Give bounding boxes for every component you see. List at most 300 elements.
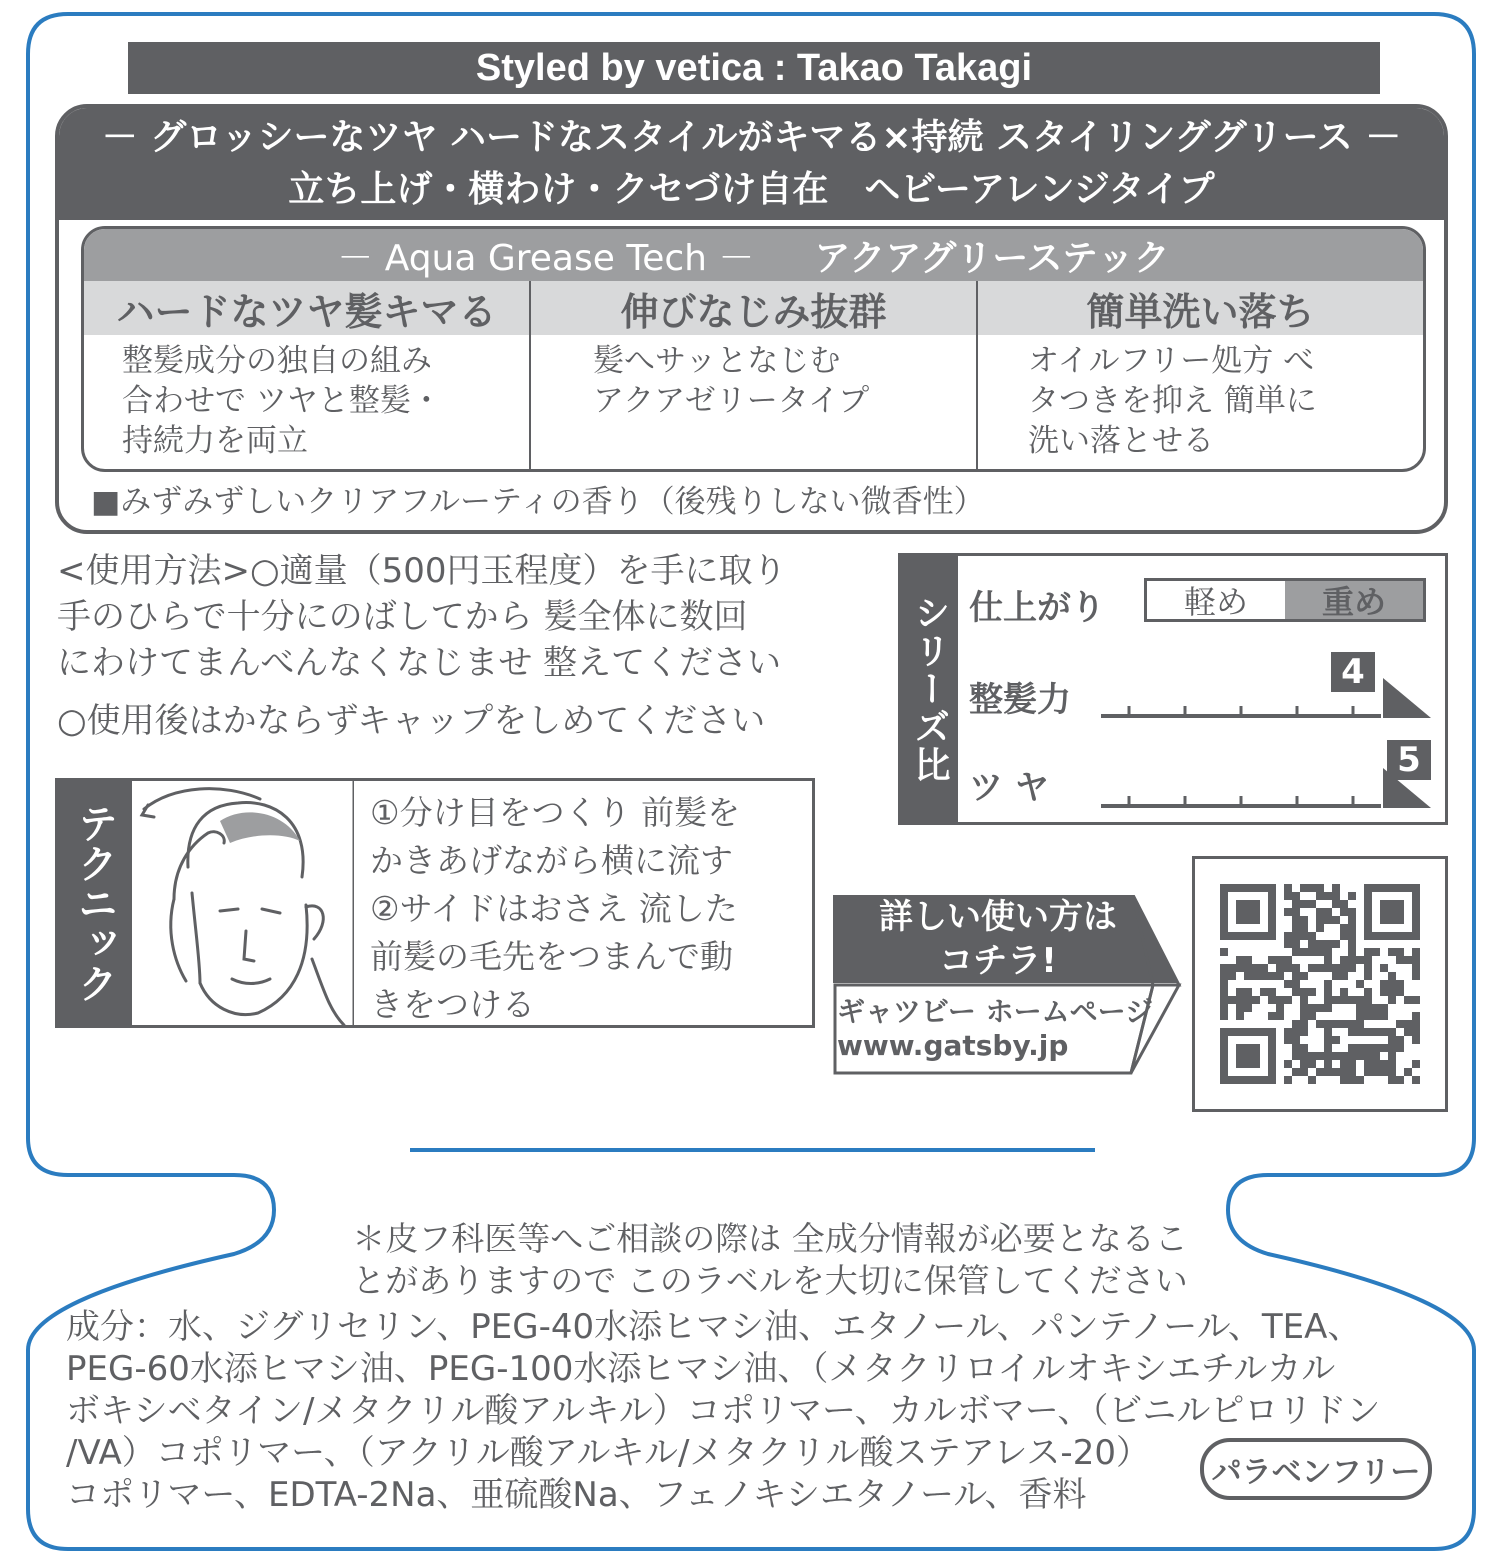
- qr-module: [1348, 1044, 1356, 1052]
- qr-module: [1396, 956, 1404, 964]
- qr-module: [1340, 956, 1348, 964]
- qr-module: [1284, 908, 1292, 916]
- qr-module: [1412, 1020, 1420, 1028]
- dermatology-notice: [310, 1218, 1230, 1302]
- qr-module: [1380, 1004, 1388, 1012]
- qr-module: [1308, 932, 1316, 940]
- qr-module: [1348, 932, 1356, 940]
- qr-module: [1220, 948, 1228, 956]
- qr-module: [1292, 908, 1300, 916]
- qr-module: [1388, 1028, 1396, 1036]
- qr-module: [1332, 972, 1340, 980]
- qr-module: [1412, 1012, 1420, 1020]
- qr-module: [1284, 1060, 1292, 1068]
- link-details: [837, 995, 1157, 1063]
- qr-module: [1340, 1020, 1348, 1028]
- qr-module: [1292, 964, 1300, 972]
- qr-module: [1396, 988, 1404, 996]
- qr-module: [1316, 892, 1324, 900]
- qr-module: [1412, 1076, 1420, 1084]
- qr-module: [1260, 964, 1268, 972]
- qr-module: [1300, 948, 1308, 956]
- feature-column: [978, 281, 1423, 471]
- qr-module: [1260, 988, 1268, 996]
- qr-module: [1300, 924, 1308, 932]
- product-feature-card: [55, 104, 1448, 534]
- qr-module: [1348, 1052, 1356, 1060]
- qr-module: [1364, 948, 1372, 956]
- qr-module: [1324, 948, 1332, 956]
- qr-module: [1348, 924, 1356, 932]
- qr-module: [1244, 988, 1252, 996]
- qr-module: [1220, 964, 1228, 972]
- technique-line: ②サイドはおさえ 流した: [370, 889, 738, 928]
- technique-line: かきあげながら横に流す: [370, 841, 733, 880]
- shine-level-badge: 5: [1387, 740, 1431, 780]
- qr-module: [1300, 988, 1308, 996]
- qr-module: [1252, 972, 1260, 980]
- hold-scale: [1101, 678, 1436, 720]
- qr-module: [1348, 1068, 1356, 1076]
- qr-module: [1308, 884, 1316, 892]
- qr-module: [1324, 988, 1332, 996]
- qr-module: [1372, 1052, 1380, 1060]
- qr-module: [1236, 1012, 1244, 1020]
- qr-module: [1332, 940, 1340, 948]
- qr-module: [1380, 980, 1388, 988]
- qr-module: [1388, 1076, 1396, 1084]
- qr-module: [1396, 1020, 1404, 1028]
- qr-module: [1332, 884, 1340, 892]
- qr-module: [1308, 948, 1316, 956]
- qr-module: [1308, 1060, 1316, 1068]
- feature-line: アクアゼリータイプ: [593, 383, 870, 419]
- qr-module: [1324, 956, 1332, 964]
- qr-module: [1292, 988, 1300, 996]
- qr-module: [1300, 932, 1308, 940]
- qr-module: [1340, 988, 1348, 996]
- qr-module: [1236, 988, 1244, 996]
- qr-module: [1388, 1044, 1396, 1052]
- qr-module: [1396, 1036, 1404, 1044]
- qr-module: [1284, 980, 1292, 988]
- feature-line: 持続力を両立: [122, 423, 308, 459]
- qr-module: [1356, 1004, 1364, 1012]
- qr-module: [1292, 1020, 1300, 1028]
- qr-module: [1236, 1004, 1244, 1012]
- qr-module: [1356, 1012, 1364, 1020]
- qr-module: [1324, 1044, 1332, 1052]
- feature-line: オイルフリー処方 べ: [1028, 343, 1315, 379]
- qr-module: [1412, 964, 1420, 972]
- qr-module: [1220, 1012, 1228, 1020]
- qr-module: [1348, 1076, 1356, 1084]
- qr-module: [1348, 948, 1356, 956]
- qr-module: [1292, 916, 1300, 924]
- qr-module: [1372, 1060, 1380, 1068]
- qr-module: [1356, 1044, 1364, 1052]
- finish-label: 仕上がり: [969, 588, 1105, 628]
- qr-module: [1228, 972, 1236, 980]
- ingredients-line: PEG-60水添ヒマシ油、PEG-100水添ヒマシ油、（メタクリロイルオキシエチルカル: [66, 1349, 1336, 1389]
- qr-module: [1292, 940, 1300, 948]
- qr-code[interactable]: [1195, 859, 1445, 1109]
- qr-module: [1388, 1052, 1396, 1060]
- qr-module: [1300, 1004, 1308, 1012]
- feature-line: 髪へサッとなじむ: [593, 343, 841, 379]
- qr-module: [1332, 996, 1340, 1004]
- qr-module: [1404, 1028, 1412, 1036]
- qr-module: [1348, 908, 1356, 916]
- qr-module: [1316, 924, 1324, 932]
- qr-module: [1292, 892, 1300, 900]
- feature-description: [978, 335, 1423, 461]
- shine-label: ツ ヤ: [969, 768, 1049, 808]
- qr-module: [1308, 1052, 1316, 1060]
- technique-line: きをつける: [370, 985, 535, 1024]
- ingredients-line: コポリマー、EDTA-2Na、亜硫酸Na、フェノキシエタノール、香料: [66, 1475, 1087, 1515]
- qr-module: [1316, 1004, 1324, 1012]
- qr-module: [1364, 972, 1372, 980]
- feature-table: [81, 226, 1426, 472]
- feature-line: 合わせで ツヤと整髪・: [122, 383, 442, 419]
- qr-module: [1356, 956, 1364, 964]
- qr-module: [1220, 996, 1228, 1004]
- qr-module: [1324, 1028, 1332, 1036]
- qr-module: [1324, 1036, 1332, 1044]
- qr-module: [1412, 956, 1420, 964]
- qr-module: [1236, 964, 1244, 972]
- qr-module: [1324, 1004, 1332, 1012]
- qr-module: [1268, 1012, 1276, 1020]
- finish-light-option: 軽め: [1183, 583, 1248, 621]
- link-heading-line-1: 詳しい使い方は: [879, 897, 1117, 937]
- qr-module: [1236, 1044, 1260, 1068]
- qr-module: [1284, 996, 1292, 1004]
- qr-module: [1276, 964, 1284, 972]
- qr-module: [1268, 988, 1276, 996]
- qr-module: [1244, 1004, 1252, 1012]
- qr-module: [1380, 1068, 1388, 1076]
- qr-module: [1220, 980, 1228, 988]
- qr-module: [1220, 1004, 1228, 1012]
- qr-module: [1244, 956, 1252, 964]
- qr-module: [1316, 1020, 1324, 1028]
- feature-line: 整髪成分の独自の組み: [122, 343, 432, 379]
- qr-module: [1340, 908, 1348, 916]
- qr-module: [1380, 1012, 1388, 1020]
- qr-module: [1388, 948, 1396, 956]
- site-url[interactable]: www.gatsby.jp: [837, 1029, 1069, 1062]
- usage-instructions: [57, 548, 877, 744]
- qr-module: [1332, 1036, 1340, 1044]
- qr-module: [1348, 1028, 1356, 1036]
- hold-label: 整髪力: [969, 680, 1071, 720]
- qr-module: [1372, 948, 1380, 956]
- qr-module: [1236, 956, 1244, 964]
- qr-module: [1348, 956, 1356, 964]
- qr-module: [1284, 1028, 1292, 1036]
- qr-module: [1220, 972, 1228, 980]
- qr-module: [1316, 964, 1324, 972]
- qr-module: [1364, 1028, 1372, 1036]
- qr-module: [1356, 996, 1364, 1004]
- qr-module: [1412, 1028, 1420, 1036]
- qr-module: [1356, 1028, 1364, 1036]
- usage-line: にわけてまんべんなくなじませ 整えてください: [57, 643, 782, 683]
- qr-module: [1300, 1044, 1308, 1052]
- qr-module: [1244, 964, 1252, 972]
- qr-module: [1324, 916, 1332, 924]
- qr-module: [1364, 988, 1372, 996]
- qr-module: [1388, 996, 1396, 1004]
- qr-module: [1276, 956, 1284, 964]
- qr-module: [1244, 972, 1252, 980]
- tagline-line-1: － グロッシーなツヤ ハードなスタイルがキマる×持続 スタイリンググリース －: [101, 117, 1402, 158]
- qr-module: [1268, 996, 1276, 1004]
- qr-module: [1396, 1076, 1404, 1084]
- product-name-en: － Aqua Grease Tech －: [337, 237, 755, 279]
- qr-module: [1380, 900, 1404, 924]
- feature-title: 伸びなじみ抜群: [531, 281, 976, 335]
- qr-module: [1388, 980, 1396, 988]
- technique-line: 前髪の毛先をつまんで動: [370, 937, 733, 976]
- qr-module: [1332, 916, 1340, 924]
- qr-module: [1236, 996, 1244, 1004]
- qr-module: [1324, 1052, 1332, 1060]
- qr-module: [1324, 908, 1332, 916]
- qr-module: [1340, 932, 1348, 940]
- qr-module: [1372, 1004, 1380, 1012]
- qr-module: [1380, 1044, 1388, 1052]
- qr-module: [1364, 956, 1372, 964]
- qr-module: [1292, 1044, 1300, 1052]
- ingredients-line: ボキシベタイン/メタクリル酸アルキル）コポリマー、カルボマー、（ビニルピロリドン: [66, 1391, 1381, 1431]
- qr-module: [1228, 996, 1236, 1004]
- qr-module: [1372, 1012, 1380, 1020]
- qr-module: [1380, 988, 1388, 996]
- qr-module: [1276, 972, 1284, 980]
- qr-module: [1404, 996, 1412, 1004]
- qr-module: [1412, 1036, 1420, 1044]
- qr-module: [1284, 884, 1292, 892]
- link-heading-line-2: コチラ!: [939, 941, 1057, 981]
- qr-module: [1316, 948, 1324, 956]
- qr-module: [1404, 1068, 1412, 1076]
- qr-module: [1348, 996, 1356, 1004]
- qr-module: [1396, 980, 1404, 988]
- qr-module: [1300, 884, 1308, 892]
- qr-module: [1316, 1068, 1324, 1076]
- qr-module: [1396, 1044, 1404, 1052]
- qr-module: [1364, 964, 1372, 972]
- qr-module: [1308, 1076, 1316, 1084]
- stylist-credit-banner: Styled by vetica : Takao Takagi: [128, 42, 1380, 94]
- ingredients-line: /VA）コポリマー、（アクリル酸アルキル/メタクリル酸ステアレス-20）: [66, 1433, 1150, 1473]
- qr-module: [1412, 972, 1420, 980]
- qr-module: [1284, 892, 1292, 900]
- qr-module: [1388, 1036, 1396, 1044]
- qr-module: [1324, 964, 1332, 972]
- website-link-panel[interactable]: [833, 895, 1183, 1077]
- scent-note: ■みずみずしいクリアフルーティの香り（後残りしない微香性）: [91, 484, 985, 520]
- qr-module: [1340, 1068, 1348, 1076]
- qr-module: [1348, 940, 1356, 948]
- usage-line: <使用方法>○適量（500円玉程度）を手に取り: [57, 551, 787, 591]
- qr-module: [1348, 1060, 1356, 1068]
- qr-module: [1284, 956, 1292, 964]
- qr-module: [1236, 900, 1260, 924]
- qr-module: [1324, 1020, 1332, 1028]
- qr-module: [1332, 892, 1340, 900]
- qr-module: [1300, 996, 1308, 1004]
- technique-panel: [55, 778, 815, 1028]
- qr-module: [1316, 884, 1324, 892]
- qr-module: [1308, 1004, 1316, 1012]
- qr-module: [1252, 996, 1260, 1004]
- qr-module: [1412, 948, 1420, 956]
- qr-module: [1340, 1076, 1348, 1084]
- qr-module: [1332, 900, 1340, 908]
- qr-module: [1284, 964, 1292, 972]
- qr-module: [1300, 1020, 1308, 1028]
- tagline-header: [59, 108, 1444, 220]
- notice-line: とがありますので このラベルを大切に保管してください: [352, 1261, 1188, 1300]
- qr-module: [1284, 940, 1292, 948]
- qr-module: [1276, 996, 1284, 1004]
- qr-module: [1292, 924, 1300, 932]
- qr-module: [1300, 972, 1308, 980]
- qr-module: [1308, 964, 1316, 972]
- technique-tab: テクニック: [58, 781, 132, 1025]
- styling-illustration: [134, 781, 354, 1025]
- hold-level-badge: 4: [1331, 652, 1375, 692]
- qr-module: [1220, 988, 1228, 996]
- shine-scale: [1101, 768, 1436, 810]
- after-use-note: ○使用後はかならずキャップをしめてください: [57, 701, 766, 741]
- feature-title: 簡単洗い落ち: [978, 281, 1423, 335]
- qr-module: [1308, 900, 1316, 908]
- qr-module: [1356, 1052, 1364, 1060]
- qr-module: [1340, 972, 1348, 980]
- qr-module: [1300, 1028, 1308, 1036]
- usage-line: 手のひらで十分にのばしてから 髪全体に数回: [57, 597, 748, 637]
- qr-module: [1396, 948, 1404, 956]
- qr-module: [1340, 1052, 1348, 1060]
- qr-module: [1324, 892, 1332, 900]
- qr-module: [1324, 980, 1332, 988]
- feature-description: [84, 335, 529, 461]
- qr-module: [1284, 1036, 1292, 1044]
- qr-module: [1364, 1012, 1372, 1020]
- qr-module: [1388, 988, 1396, 996]
- qr-module: [1292, 900, 1300, 908]
- qr-module: [1300, 916, 1308, 924]
- qr-module: [1404, 1020, 1412, 1028]
- finish-scale: [1144, 578, 1426, 622]
- qr-module: [1300, 1012, 1308, 1020]
- feature-column: [84, 281, 531, 471]
- qr-module: [1388, 1060, 1396, 1068]
- qr-module: [1324, 940, 1332, 948]
- qr-module: [1340, 1060, 1348, 1068]
- qr-module: [1316, 908, 1324, 916]
- series-tab: シリーズ比: [901, 556, 958, 822]
- qr-module: [1380, 1060, 1388, 1068]
- qr-module: [1292, 932, 1300, 940]
- feature-column: [531, 281, 978, 471]
- qr-module: [1388, 1068, 1396, 1076]
- technique-line: ①分け目をつくり 前髪を: [370, 793, 741, 832]
- qr-module: [1324, 996, 1332, 1004]
- qr-module: [1292, 972, 1300, 980]
- feature-description: [531, 335, 976, 421]
- qr-module: [1252, 964, 1260, 972]
- qr-module: [1228, 964, 1236, 972]
- qr-module: [1244, 996, 1252, 1004]
- qr-module: [1412, 996, 1420, 1004]
- qr-module: [1300, 1052, 1308, 1060]
- technique-steps: [370, 789, 810, 1029]
- site-name: ギャツビー ホームページ: [837, 995, 1154, 1028]
- qr-module: [1268, 972, 1276, 980]
- series-comparison: [898, 553, 1448, 825]
- qr-module: [1268, 956, 1276, 964]
- qr-module: [1332, 1020, 1340, 1028]
- qr-module: [1260, 972, 1268, 980]
- qr-module: [1316, 940, 1324, 948]
- qr-module: [1348, 892, 1356, 900]
- qr-module: [1308, 940, 1316, 948]
- qr-module: [1300, 900, 1308, 908]
- qr-module: [1372, 1044, 1380, 1052]
- feature-line: タつきを抑え 簡単に: [1028, 383, 1317, 419]
- qr-module: [1356, 1076, 1364, 1084]
- qr-module: [1308, 1012, 1316, 1020]
- finish-heavy-option: 重め: [1285, 581, 1423, 619]
- ingredients-line: 成分：水、ジグリセリン、PEG-40水添ヒマシ油、エタノール、パンテノール、TEA、: [66, 1307, 1362, 1347]
- qr-module: [1364, 996, 1372, 1004]
- qr-module: [1324, 1068, 1332, 1076]
- qr-module: [1340, 900, 1348, 908]
- qr-module: [1356, 1020, 1364, 1028]
- qr-module: [1364, 1060, 1372, 1068]
- qr-code-box[interactable]: [1192, 856, 1448, 1112]
- product-name-header: [84, 229, 1423, 281]
- notice-line: ＊皮フ科医等へご相談の際は 全成分情報が必要となるこ: [352, 1219, 1188, 1258]
- qr-module: [1364, 1068, 1372, 1076]
- qr-module: [1364, 1044, 1372, 1052]
- paraben-free-badge: パラベンフリー: [1200, 1438, 1432, 1500]
- qr-module: [1292, 948, 1300, 956]
- qr-module: [1332, 1052, 1340, 1060]
- link-heading: [833, 895, 1163, 987]
- qr-module: [1292, 1068, 1300, 1076]
- qr-module: [1380, 1028, 1388, 1036]
- qr-module: [1316, 916, 1324, 924]
- qr-module: [1404, 956, 1412, 964]
- qr-module: [1276, 1004, 1284, 1012]
- qr-module: [1364, 1004, 1372, 1012]
- feature-line: 洗い落とせる: [1028, 423, 1214, 459]
- qr-module: [1348, 1020, 1356, 1028]
- qr-module: [1284, 1076, 1292, 1084]
- feature-title: ハードなツヤ髪キマる: [84, 281, 529, 335]
- qr-module: [1300, 1060, 1308, 1068]
- qr-module: [1348, 964, 1356, 972]
- qr-module: [1292, 980, 1300, 988]
- qr-module: [1316, 1052, 1324, 1060]
